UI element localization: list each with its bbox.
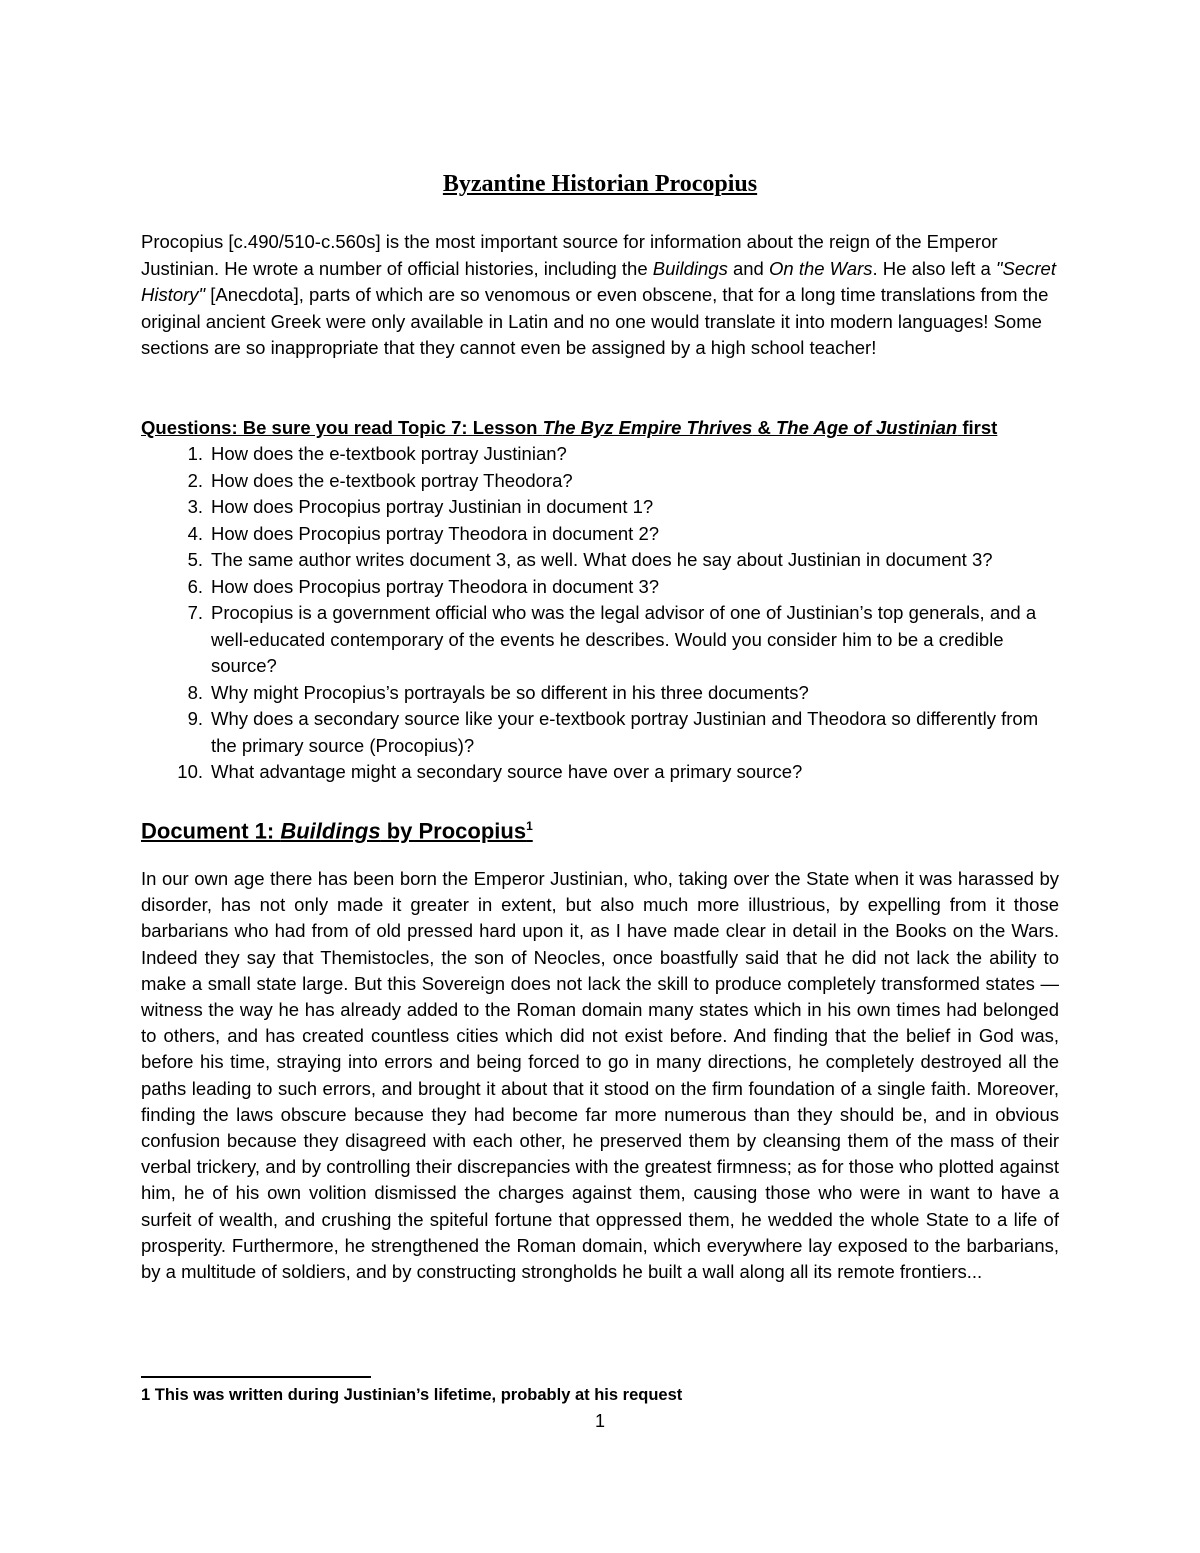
intro-text-3: . He also left a [872, 257, 996, 279]
page-number: 1 [594, 1411, 605, 1431]
footnote: 1 This was written during Justinian’s lifetime, probably at his request [141, 1386, 683, 1404]
question-item [141, 441, 1061, 468]
question-item [141, 600, 1061, 680]
question-number: 3. [187, 496, 203, 517]
intro-paragraph [141, 229, 1061, 362]
question-item [141, 547, 1061, 574]
question-item [141, 574, 1061, 601]
questions-heading-text-1: Questions: Be sure you read Topic 7: Lesson [141, 417, 543, 438]
intro-text-4: [Anecdota], parts of which are so venomous or even obscene, that for a long time translations from the original ancient Greek were only available in Latin and no one would translate it into modern languages! Some sections are so inappropriate that they cannot even be assigned by a high school teacher! [141, 284, 1049, 358]
question-text: How does the e-textbook portray Theodora? [211, 469, 573, 491]
questions-heading [141, 415, 1061, 441]
question-text: How does Procopius portray Theodora in document 3? [211, 575, 660, 597]
document-1-heading-text-1: Document 1: [141, 818, 281, 844]
footnote-reference: 1 [526, 819, 533, 833]
question-number: 7. [187, 602, 203, 623]
question-item [141, 494, 1061, 521]
intro-buildings-title: Buildings [652, 257, 728, 279]
question-number: 9. [187, 708, 203, 729]
question-text: What advantage might a secondary source have over a primary source? [211, 761, 803, 782]
question-text: Procopius is a government official who was the legal advisor of one of Justinian’s top generals, and a well-educated contemporary of the events he describes. Would you consider him to be a credible source? [211, 602, 1037, 676]
questions-heading-lesson-1: The Byz Empire Thrives [542, 417, 753, 438]
document-1-heading [141, 810, 1061, 847]
question-text: Why might Procopius’s portrayals be so different in his three documents? [211, 681, 809, 703]
question-number: 4. [187, 522, 203, 544]
questions-heading-lesson-2: The Age of Justinian [775, 417, 958, 438]
question-number: 10. [177, 761, 203, 782]
question-number: 1. [187, 443, 203, 464]
question-number: 5. [187, 549, 203, 570]
question-item [141, 468, 1061, 495]
question-number: 2. [187, 469, 203, 491]
question-text: The same author writes document 3, as well. What does he say about Justinian in document 3? [211, 549, 993, 570]
intro-wars-title: On the Wars [769, 257, 873, 279]
questions-list [141, 441, 1061, 786]
question-item [141, 759, 1061, 786]
questions-heading-text-3: first [957, 417, 998, 438]
question-text: How does Procopius portray Justinian in document 1? [211, 496, 654, 517]
intro-text-1: Procopius [c.490/510-c.560s] is the most important source for information about the reign of the Emperor Justinian. He wrote a number of official histories, including the [141, 231, 998, 279]
question-number: 8. [187, 681, 203, 703]
question-item [141, 706, 1061, 759]
question-text: Why does a secondary source like your e-textbook portray Justinian and Theodora so differently from the primary source (Procopius)? [211, 708, 1039, 756]
question-item [141, 521, 1061, 548]
question-number: 6. [187, 575, 203, 597]
document-1-body: In our own age there has been born the Emperor Justinian, who, taking over the State when it was harassed by disorder, has not only made it greater in extent, but also much more illustrious, by expelling from it those barbarians who had from of old pressed hard upon it, as I have made clear in detail in the Books on the Wars. Indeed they say that Themistocles, the son of Neocles, once boastfully said that he did not lack the ability to make a small state large. But this Sovereign does not lack the skill to produce completely transformed states — witness the way he has already added to the Roman domain many states which in his own times had belonged to others, and has created countless cities which did not exist before. And finding that the belief in God was, before his time, straying into errors and being forced to go in many directions, he completely destroyed all the paths leading to such errors, and brought it about that it stood on the firm foundation of a single faith. Moreover, finding the laws obscure because they had become far more numerous than they should be, and in obvious confusion because they disagreed with each other, he preserved them by cleansing them of the mass of their verbal trickery, and by controlling their discrepancies with the greatest firmness; as for those who plotted against him, he of his own volition dismissed the charges against them, causing those who were in want to have a surfeit of wealth, and crushing the spiteful fortune that oppressed them, he wedded the whole State to a life of prosperity. Furthermore, he strengthened the Roman domain, which everywhere lay exposed to the barbarians, by a multitude of soldiers, and by constructing strongholds he built a wall along all its remote frontiers... [141, 868, 1059, 1283]
question-text: How does Procopius portray Theodora in document 2? [211, 522, 660, 544]
question-item [141, 680, 1061, 707]
intro-secret-history-title: "Secret History" [141, 257, 1056, 305]
document-1-heading-title: Buildings [280, 818, 381, 844]
footnote-divider [141, 1376, 371, 1378]
question-text: How does the e-textbook portray Justinian? [211, 443, 567, 464]
questions-heading-text-2: & [752, 417, 776, 438]
page-title: Byzantine Historian Procopius [442, 171, 758, 197]
intro-text-2: and [727, 257, 769, 279]
document-1-heading-text-2: by Procopius [380, 818, 527, 844]
